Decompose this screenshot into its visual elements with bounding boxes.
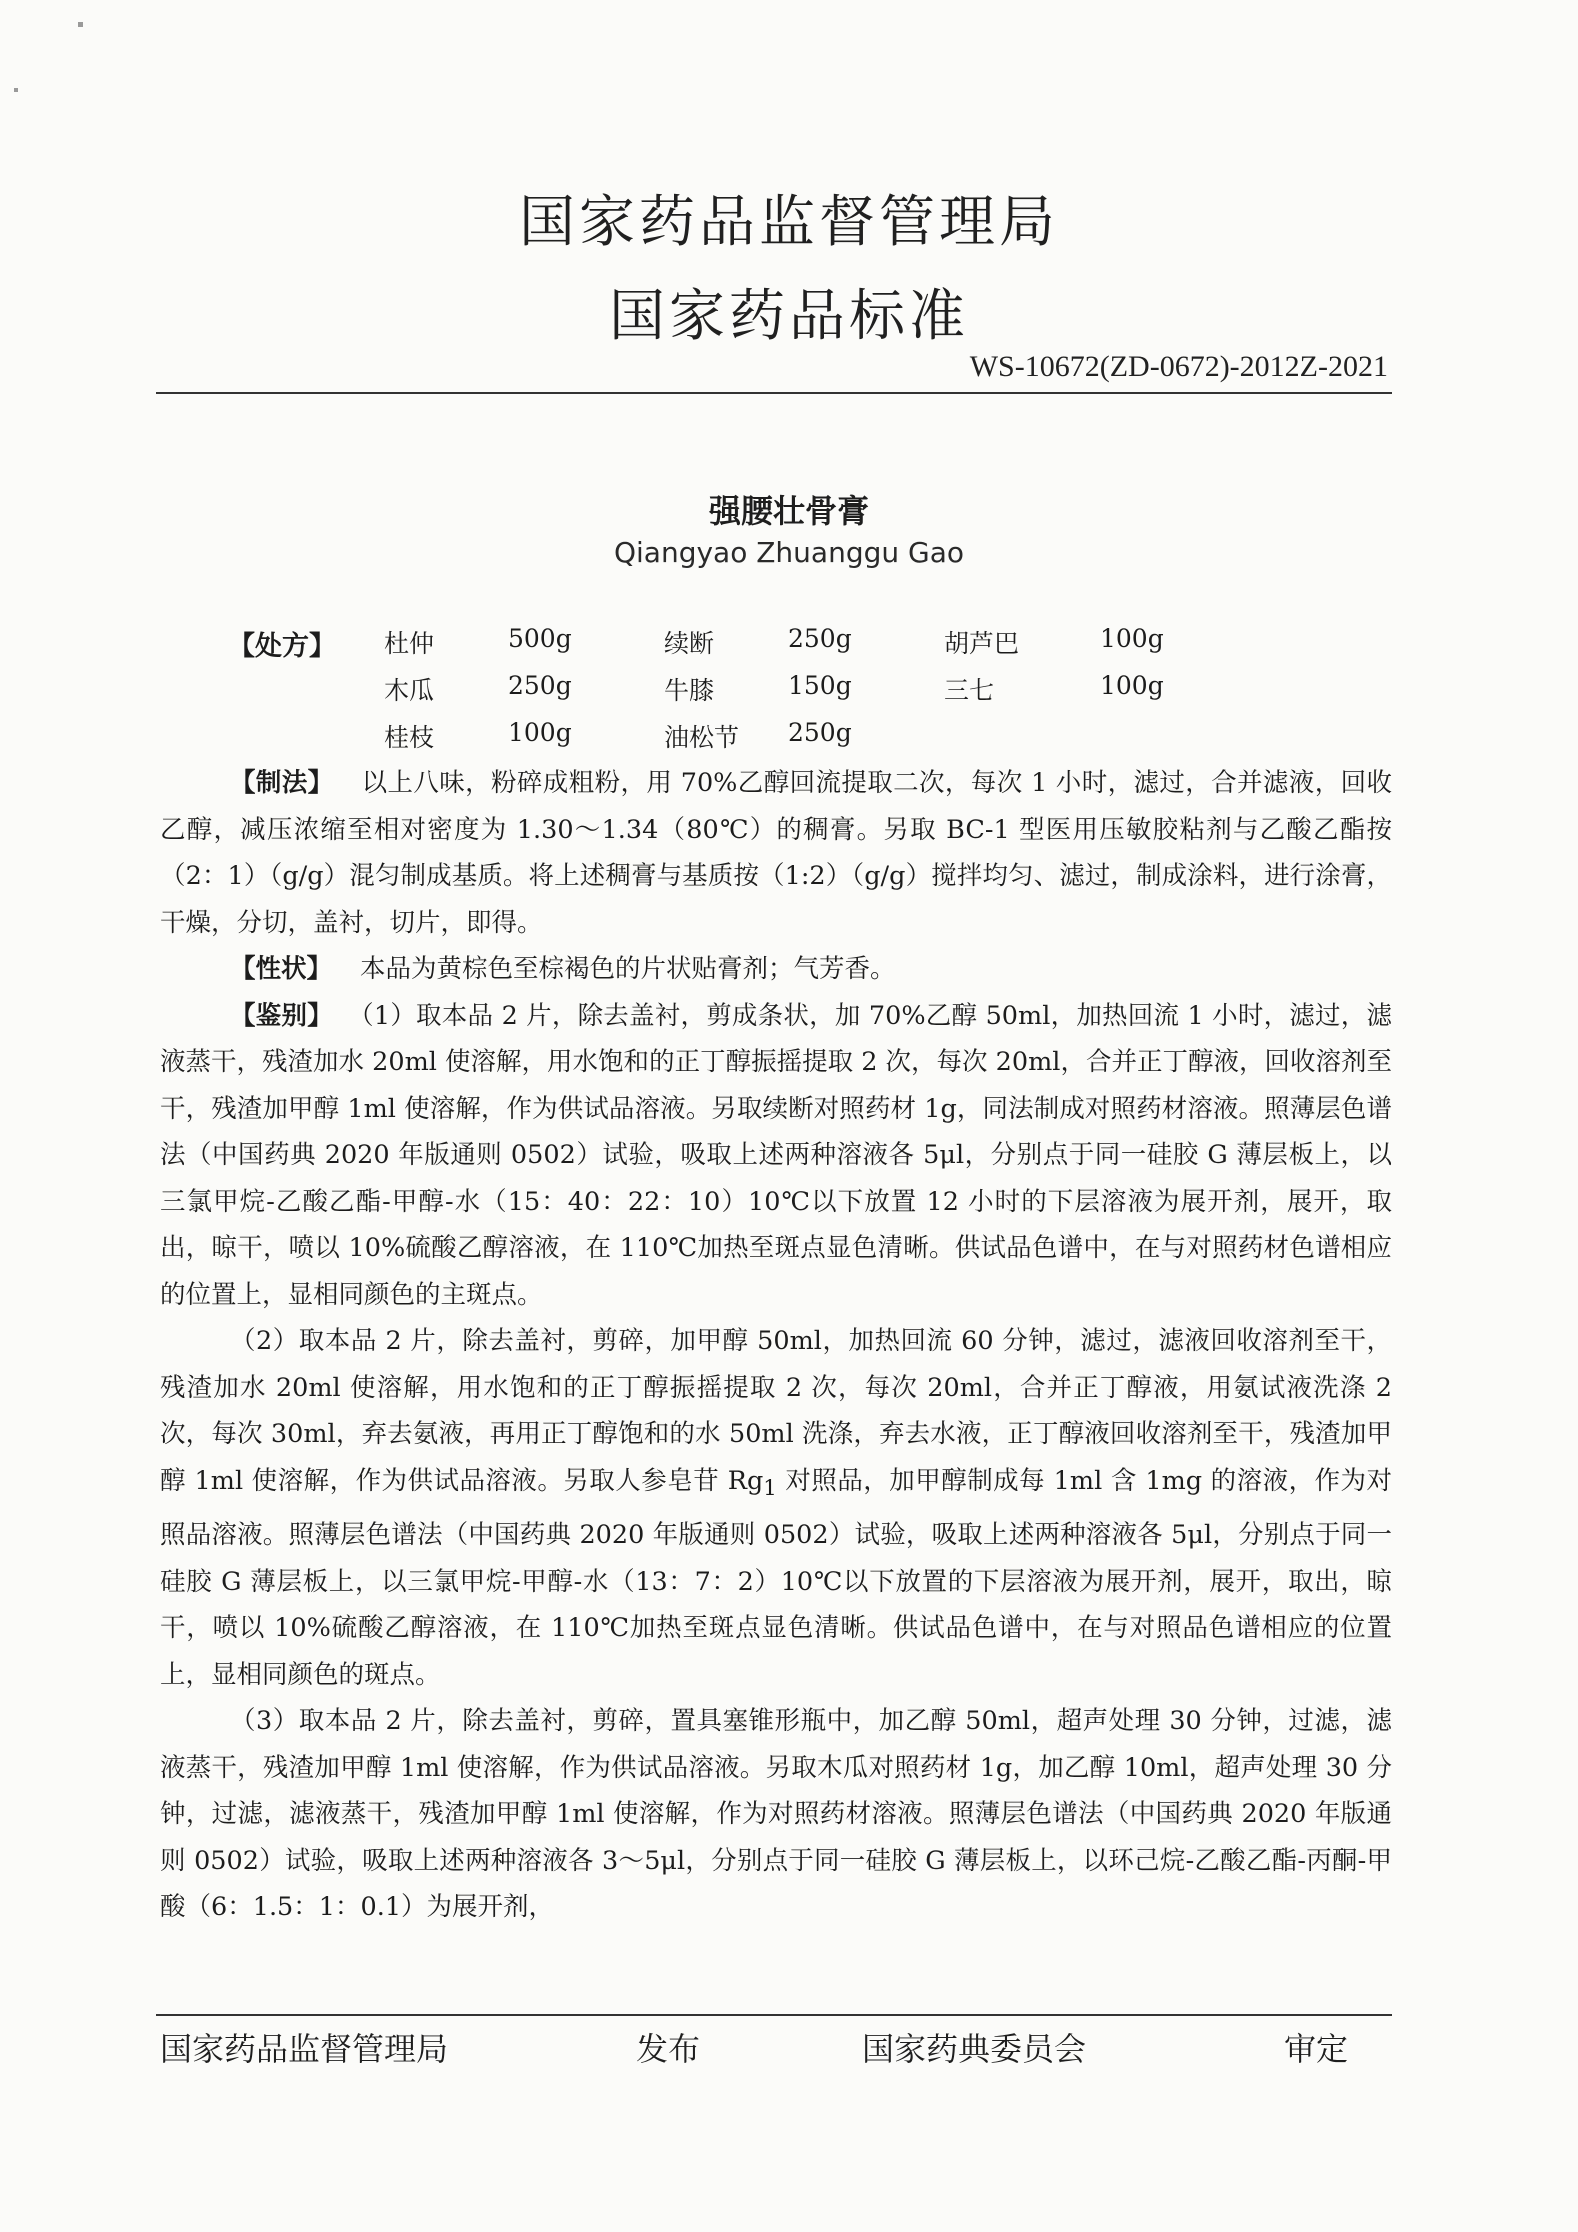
ingredient-amount: 250g [508, 671, 572, 700]
agency-heading: 国家药品监督管理局 [519, 190, 1059, 255]
footer-approver: 国家药典委员会 [862, 2030, 1087, 2068]
drug-title: 强腰壮骨膏 [708, 492, 869, 530]
ingredient-name: 木瓜 [384, 676, 435, 705]
description-paragraph [160, 946, 1392, 993]
ingredient-amount: 100g [508, 718, 572, 747]
ingredient-name: 桂枝 [384, 723, 435, 752]
prescription-label: 【处方】 [228, 631, 336, 662]
ingredient-name: 三七 [944, 676, 995, 705]
standard-heading: 国家药品标准 [609, 284, 969, 349]
description-label: 【性状】 [230, 954, 333, 984]
ingredient-amount: 250g [788, 624, 852, 653]
header-divider [156, 392, 1392, 394]
ingredient-name: 胡芦巴 [944, 629, 1020, 658]
footer-approve-label: 审定 [1284, 2030, 1349, 2068]
ingredient-name: 续断 [664, 629, 715, 658]
identification-text-3: （3）取本品 2 片，除去盖衬，剪碎，置具塞锥形瓶中，加乙醇 50ml，超声处理 30 分钟，过滤，滤液蒸干，残渣加甲醇 1ml 使溶解，作为供试品溶液。另取木瓜对照药材 1g，加乙醇 10ml，超声处理 30 分钟，过滤，滤液蒸干，残渣加甲醇 1ml 使溶解，作为对照药材溶液。照薄层色谱法（中国药典 2020 年版通则 0502）试验，吸取上述两种溶液各 3～5μl，分别点于同一硅胶 G 薄层板上，以环己烷-乙酸乙酯-丙酮-甲酸（6：1.5：1：0.1）为展开剂， [160, 1706, 1392, 1923]
identification-paragraph-2 [160, 1318, 1392, 1698]
identification-text-2b: 对照品，加甲醇制成每 1ml 含 1mg 的溶液，作为对照品溶液。照薄层色谱法（中国药典 2020 年版通则 0502）试验，吸取上述两种溶液各 5μl，分别点于同一硅胶 G 薄层板上，以三氯甲烷-甲醇-水（13：7：2）10℃以下放置的下层溶液为展开剂，展开，取出，晾干，喷以 10%硫酸乙醇溶液，在 110℃加热至斑点显色清晰。供试品色谱中，在与对照品色谱相应的位置上，显相同颜色的斑点。 [160, 1465, 1392, 1690]
ingredient-name: 油松节 [664, 723, 740, 752]
scan-speck [14, 88, 18, 92]
identification-paragraph-1 [160, 993, 1392, 1319]
preparation-paragraph [160, 760, 1392, 946]
footer-issue-label: 发布 [636, 2030, 701, 2068]
identification-label: 【鉴别】 [230, 1000, 333, 1031]
drug-pinyin: Qiangyao Zhuanggu Gao [613, 536, 964, 569]
identification-paragraph-3 [160, 1698, 1392, 1931]
standard-number: WS-10672(ZD-0672)-2012Z-2021 [969, 350, 1388, 383]
footer-issuer: 国家药品监督管理局 [160, 2030, 449, 2068]
ingredient-amount: 100g [1100, 671, 1164, 700]
ingredient-name: 牛膝 [664, 676, 715, 705]
subscript-1: 1 [763, 1475, 777, 1501]
ingredient-amount: 150g [788, 671, 852, 700]
ingredient-amount: 500g [508, 624, 572, 653]
ingredient-name: 杜仲 [384, 629, 435, 658]
footer-divider [156, 2014, 1392, 2016]
monograph-body [160, 760, 1392, 1931]
description-text: 本品为黄棕色至棕褐色的片状贴膏剂；气芳香。 [360, 954, 896, 984]
prescription-table [384, 624, 1210, 765]
identification-text-1: （1）取本品 2 片，除去盖衬，剪成条状，加 70%乙醇 50ml，加热回流 1 小时，滤过，滤液蒸干，残渣加水 20ml 使溶解，用水饱和的正丁醇振摇提取 2 次，每次 20ml，合并正丁醇液，回收溶剂至干，残渣加甲醇 1ml 使溶解，作为供试品溶液。另取续断对照药材 1g，同法制成对照药材溶液。照薄层色谱法（中国药典 2020 年版通则 0502）试验，吸取上述两种溶液各 5μl，分别点于同一硅胶 G 薄层板上，以三氯甲烷-乙酸乙酯-甲醇-水（15：40：22：10）10℃以下放置 12 小时的下层溶液为展开剂，展开，取出，晾干，喷以 10%硫酸乙醇溶液，在 110℃加热至斑点显色清晰。供试品色谱中，在与对照药材色谱相应的位置上，显相同颜色的主斑点。 [160, 1000, 1392, 1310]
ingredient-amount: 100g [1100, 624, 1164, 653]
preparation-label: 【制法】 [230, 768, 334, 798]
scan-speck [78, 22, 83, 27]
ingredient-amount: 250g [788, 718, 852, 747]
preparation-text: 以上八味，粉碎成粗粉，用 70%乙醇回流提取二次，每次 1 小时，滤过，合并滤液，回收乙醇，减压浓缩至相对密度为 1.30～1.34（80℃）的稠膏。另取 BC-1 型医用压敏胶粘剂与乙酸乙酯按（2：1）（g/g）混匀制成基质。将上述稠膏与基质按（1:2）（g/g）搅拌均匀、滤过，制成涂料，进行涂膏，干燥，分切，盖衬，切片，即得。 [160, 768, 1392, 938]
identification-text-2a: （2）取本品 2 片，除去盖衬，剪碎，加甲醇 50ml，加热回流 60 分钟，滤过，滤液回收溶剂至干，残渣加水 20ml 使溶解，用水饱和的正丁醇振摇提取 2 次，每次 20ml，合并正丁醇液，用氨试液洗涤 2 次，每次 30ml，弃去氨液，再用正丁醇饱和的水 50ml 洗涤，弃去水液，正丁醇液回收溶剂至干，残渣加甲醇 1ml 使溶解，作为供试品溶液。另取人参皂苷 Rg [160, 1326, 1392, 1496]
